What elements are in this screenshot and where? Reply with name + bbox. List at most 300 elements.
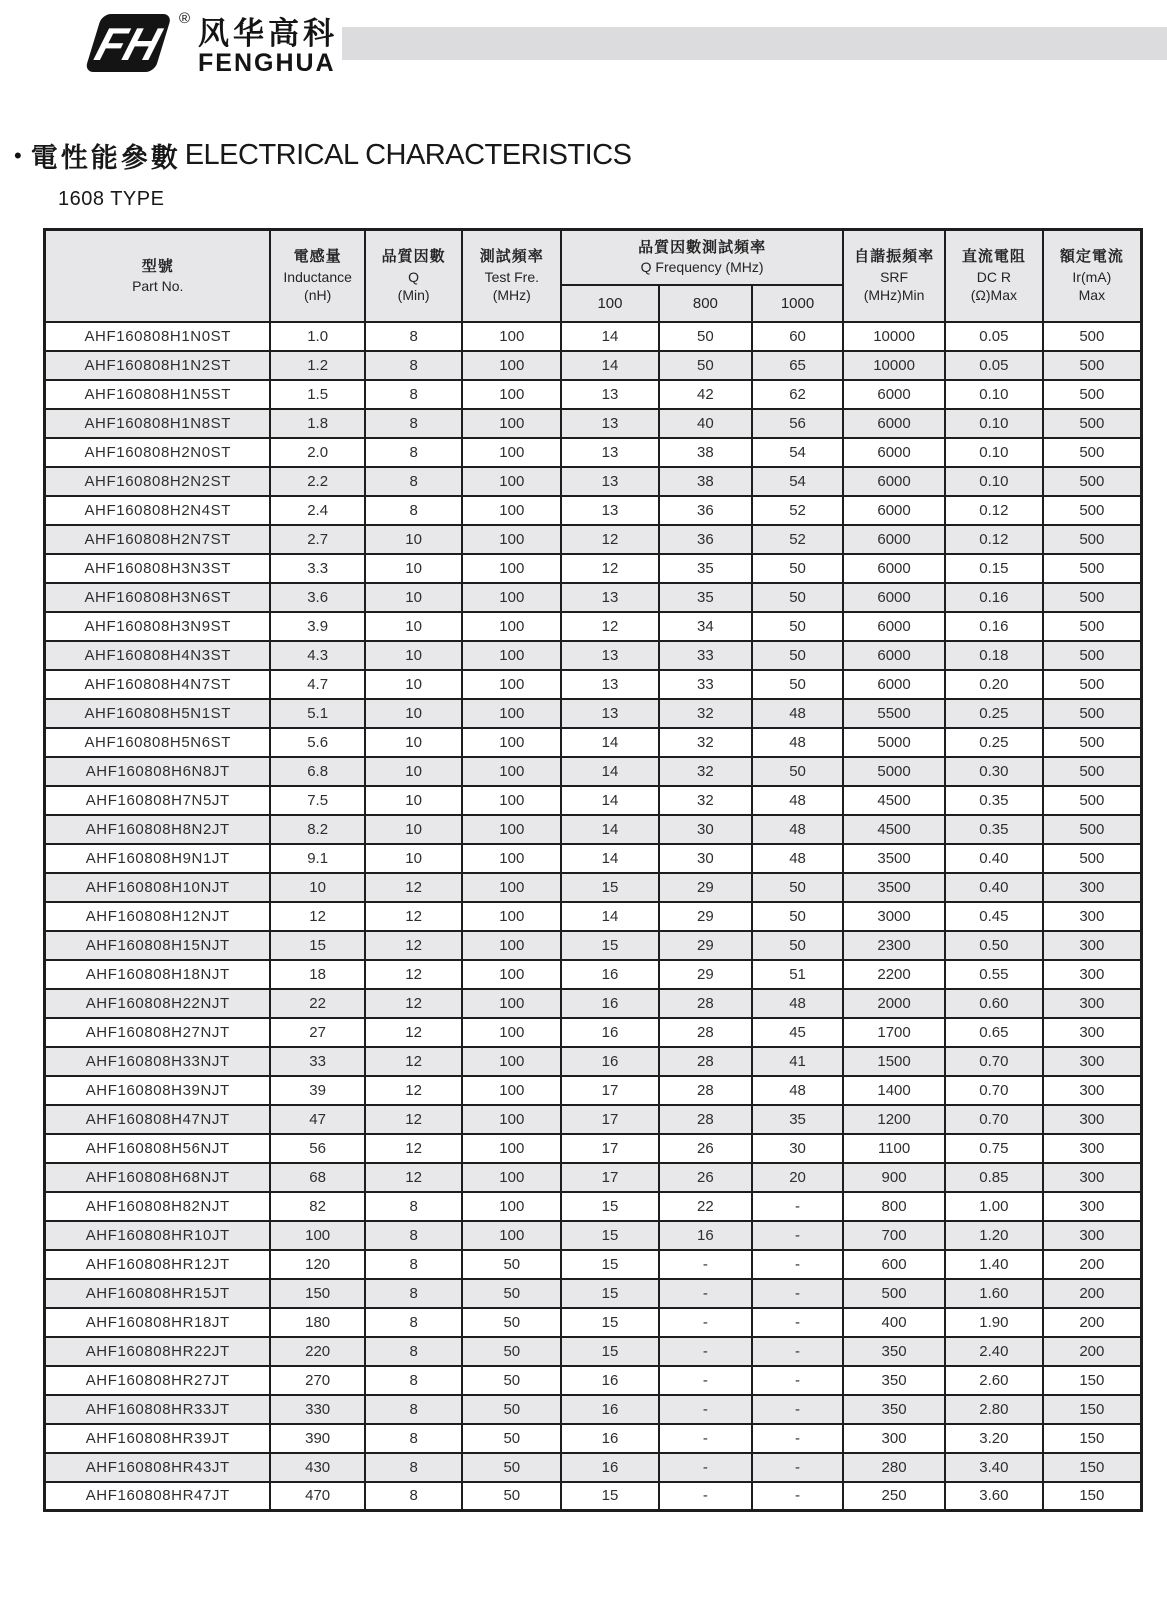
- cell-inductance: 56: [270, 1134, 364, 1163]
- cell-q-100: 15: [561, 873, 659, 902]
- cell-part-no: AHF160808H82NJT: [45, 1192, 271, 1221]
- cell-q-1000: 56: [752, 409, 843, 438]
- cell-dcr-max: 1.00: [945, 1192, 1043, 1221]
- cell-srf-min: 3000: [843, 902, 945, 931]
- cell-q-min: 8: [365, 1221, 463, 1250]
- cell-ir-max: 500: [1043, 844, 1142, 873]
- cell-q-800: -: [659, 1395, 752, 1424]
- cell-part-no: AHF160808H27NJT: [45, 1018, 271, 1047]
- cell-q-min: 10: [365, 554, 463, 583]
- table-row: [45, 699, 1142, 728]
- cell-inductance: 390: [270, 1424, 364, 1453]
- col-header-q-frequency-group: [561, 230, 843, 285]
- cell-inductance: 2.7: [270, 525, 364, 554]
- cell-q-100: 13: [561, 467, 659, 496]
- cell-test-fre: 50: [462, 1366, 561, 1395]
- cell-q-1000: 51: [752, 960, 843, 989]
- cell-test-fre: 100: [462, 496, 561, 525]
- cell-ir-max: 300: [1043, 873, 1142, 902]
- cell-inductance: 22: [270, 989, 364, 1018]
- cell-q-100: 16: [561, 1395, 659, 1424]
- type-subtitle: 1608 TYPE: [58, 188, 165, 210]
- cell-test-fre: 50: [462, 1424, 561, 1453]
- cell-inductance: 180: [270, 1308, 364, 1337]
- cell-q-min: 10: [365, 583, 463, 612]
- cell-inductance: 120: [270, 1250, 364, 1279]
- cell-q-800: 32: [659, 757, 752, 786]
- table-row: [45, 496, 1142, 525]
- cell-srf-min: 300: [843, 1424, 945, 1453]
- cell-test-fre: 100: [462, 1047, 561, 1076]
- cell-inductance: 2.0: [270, 438, 364, 467]
- cell-q-1000: 50: [752, 583, 843, 612]
- col-header-inductance-en: Inductance: [283, 268, 352, 285]
- cell-srf-min: 2200: [843, 960, 945, 989]
- cell-q-800: 32: [659, 728, 752, 757]
- cell-q-100: 15: [561, 1482, 659, 1511]
- col-header-srf-en: SRF: [880, 268, 909, 285]
- cell-q-min: 8: [365, 1395, 463, 1424]
- cell-q-100: 16: [561, 1366, 659, 1395]
- cell-q-100: 13: [561, 438, 659, 467]
- cell-q-min: 8: [365, 1337, 463, 1366]
- cell-test-fre: 100: [462, 467, 561, 496]
- table-row: [45, 438, 1142, 467]
- cell-inductance: 4.3: [270, 641, 364, 670]
- logo-text: [198, 8, 338, 76]
- cell-dcr-max: 0.55: [945, 960, 1043, 989]
- cell-ir-max: 300: [1043, 931, 1142, 960]
- cell-srf-min: 400: [843, 1308, 945, 1337]
- cell-srf-min: 1700: [843, 1018, 945, 1047]
- cell-ir-max: 150: [1043, 1453, 1142, 1482]
- cell-q-min: 12: [365, 1076, 463, 1105]
- cell-srf-min: 6000: [843, 583, 945, 612]
- cell-q-800: -: [659, 1337, 752, 1366]
- cell-q-100: 15: [561, 1337, 659, 1366]
- cell-dcr-max: 3.20: [945, 1424, 1043, 1453]
- cell-srf-min: 3500: [843, 844, 945, 873]
- cell-part-no: AHF160808H1N5ST: [45, 380, 271, 409]
- cell-q-100: 14: [561, 815, 659, 844]
- cell-q-min: 10: [365, 670, 463, 699]
- cell-q-800: -: [659, 1366, 752, 1395]
- cell-q-100: 16: [561, 1047, 659, 1076]
- cell-ir-max: 500: [1043, 554, 1142, 583]
- cell-ir-max: 300: [1043, 1192, 1142, 1221]
- cell-part-no: AHF160808H33NJT: [45, 1047, 271, 1076]
- cell-ir-max: 300: [1043, 1047, 1142, 1076]
- col-header-inductance-unit: (nH): [304, 286, 332, 303]
- cell-dcr-max: 2.80: [945, 1395, 1043, 1424]
- cell-q-800: 42: [659, 380, 752, 409]
- cell-test-fre: 100: [462, 525, 561, 554]
- col-header-srf-zh: 自諧振頻率: [854, 248, 935, 266]
- cell-srf-min: 250: [843, 1482, 945, 1511]
- cell-test-fre: 100: [462, 1134, 561, 1163]
- table-row: [45, 1047, 1142, 1076]
- cell-q-1000: -: [752, 1308, 843, 1337]
- col-header-q-freq-800: 800: [659, 285, 752, 322]
- cell-dcr-max: 1.20: [945, 1221, 1043, 1250]
- cell-part-no: AHF160808H56NJT: [45, 1134, 271, 1163]
- cell-ir-max: 200: [1043, 1279, 1142, 1308]
- cell-part-no: AHF160808H9N1JT: [45, 844, 271, 873]
- section-title: [14, 136, 631, 175]
- cell-dcr-max: 0.16: [945, 583, 1043, 612]
- cell-part-no: AHF160808H39NJT: [45, 1076, 271, 1105]
- cell-test-fre: 100: [462, 351, 561, 380]
- cell-q-1000: 50: [752, 902, 843, 931]
- col-header-test-fre-en: Test Fre.: [484, 268, 540, 285]
- cell-q-min: 12: [365, 1047, 463, 1076]
- cell-srf-min: 4500: [843, 815, 945, 844]
- col-header-dcr-zh: 直流電阻: [961, 248, 1026, 266]
- col-header-ir-zh: 額定電流: [1059, 248, 1124, 266]
- cell-q-800: 32: [659, 786, 752, 815]
- cell-inductance: 18: [270, 960, 364, 989]
- table-body: [45, 322, 1142, 1511]
- cell-q-800: 29: [659, 931, 752, 960]
- cell-q-min: 10: [365, 728, 463, 757]
- cell-dcr-max: 0.85: [945, 1163, 1043, 1192]
- cell-q-1000: -: [752, 1250, 843, 1279]
- table-row: [45, 1221, 1142, 1250]
- cell-part-no: AHF160808H3N9ST: [45, 612, 271, 641]
- cell-test-fre: 100: [462, 873, 561, 902]
- cell-part-no: AHF160808HR43JT: [45, 1453, 271, 1482]
- cell-q-800: 38: [659, 438, 752, 467]
- cell-test-fre: 100: [462, 1163, 561, 1192]
- cell-inductance: 2.2: [270, 467, 364, 496]
- cell-test-fre: 100: [462, 1105, 561, 1134]
- table-row: [45, 1192, 1142, 1221]
- cell-q-100: 13: [561, 641, 659, 670]
- col-header-q: [365, 230, 463, 322]
- cell-ir-max: 500: [1043, 757, 1142, 786]
- cell-inductance: 9.1: [270, 844, 364, 873]
- table-row: [45, 409, 1142, 438]
- cell-q-100: 17: [561, 1076, 659, 1105]
- cell-q-100: 16: [561, 1453, 659, 1482]
- cell-q-800: 26: [659, 1163, 752, 1192]
- table-row: [45, 873, 1142, 902]
- table-row: [45, 1395, 1142, 1424]
- cell-srf-min: 6000: [843, 438, 945, 467]
- cell-dcr-max: 0.50: [945, 931, 1043, 960]
- cell-q-800: 29: [659, 960, 752, 989]
- cell-dcr-max: 0.60: [945, 989, 1043, 1018]
- cell-part-no: AHF160808H4N7ST: [45, 670, 271, 699]
- cell-q-800: 50: [659, 351, 752, 380]
- cell-srf-min: 350: [843, 1337, 945, 1366]
- cell-dcr-max: 0.25: [945, 728, 1043, 757]
- cell-q-800: 40: [659, 409, 752, 438]
- cell-q-800: 34: [659, 612, 752, 641]
- table-row: [45, 351, 1142, 380]
- cell-q-100: 13: [561, 670, 659, 699]
- cell-q-100: 14: [561, 757, 659, 786]
- cell-srf-min: 6000: [843, 554, 945, 583]
- table-row: [45, 1424, 1142, 1453]
- cell-inductance: 12: [270, 902, 364, 931]
- cell-q-1000: 30: [752, 1134, 843, 1163]
- section-title-chinese: 電性能參數: [30, 143, 181, 173]
- cell-q-100: 14: [561, 351, 659, 380]
- cell-test-fre: 50: [462, 1453, 561, 1482]
- cell-q-100: 13: [561, 496, 659, 525]
- cell-srf-min: 280: [843, 1453, 945, 1482]
- cell-dcr-max: 0.30: [945, 757, 1043, 786]
- cell-q-100: 14: [561, 844, 659, 873]
- cell-inductance: 33: [270, 1047, 364, 1076]
- table-row: [45, 1337, 1142, 1366]
- cell-inductance: 3.3: [270, 554, 364, 583]
- cell-srf-min: 350: [843, 1395, 945, 1424]
- cell-q-1000: 50: [752, 757, 843, 786]
- cell-srf-min: 6000: [843, 496, 945, 525]
- header-accent-bar: [342, 27, 1167, 60]
- cell-dcr-max: 0.65: [945, 1018, 1043, 1047]
- cell-dcr-max: 1.40: [945, 1250, 1043, 1279]
- cell-q-min: 8: [365, 467, 463, 496]
- cell-part-no: AHF160808H7N5JT: [45, 786, 271, 815]
- cell-ir-max: 500: [1043, 496, 1142, 525]
- cell-ir-max: 300: [1043, 960, 1142, 989]
- cell-q-100: 13: [561, 699, 659, 728]
- cell-inductance: 1.5: [270, 380, 364, 409]
- col-header-q-freq-100: 100: [561, 285, 659, 322]
- cell-q-1000: 54: [752, 438, 843, 467]
- cell-inductance: 220: [270, 1337, 364, 1366]
- table-row: [45, 670, 1142, 699]
- cell-srf-min: 3500: [843, 873, 945, 902]
- cell-srf-min: 6000: [843, 670, 945, 699]
- cell-inductance: 1.2: [270, 351, 364, 380]
- cell-part-no: AHF160808H68NJT: [45, 1163, 271, 1192]
- cell-ir-max: 200: [1043, 1308, 1142, 1337]
- cell-dcr-max: 0.45: [945, 902, 1043, 931]
- cell-q-100: 16: [561, 989, 659, 1018]
- col-header-test-fre-unit: (MHz): [492, 286, 531, 303]
- cell-q-1000: 54: [752, 467, 843, 496]
- cell-q-100: 17: [561, 1105, 659, 1134]
- cell-test-fre: 100: [462, 989, 561, 1018]
- cell-srf-min: 6000: [843, 525, 945, 554]
- cell-q-800: -: [659, 1279, 752, 1308]
- cell-ir-max: 500: [1043, 786, 1142, 815]
- cell-dcr-max: 0.05: [945, 351, 1043, 380]
- col-header-ir-unit: Max: [1078, 286, 1106, 303]
- cell-q-100: 13: [561, 583, 659, 612]
- cell-q-100: 13: [561, 409, 659, 438]
- cell-q-min: 10: [365, 612, 463, 641]
- table-row: [45, 815, 1142, 844]
- col-header-part-no-en: Part No.: [132, 277, 184, 294]
- cell-ir-max: 500: [1043, 728, 1142, 757]
- fenghua-logo: [70, 8, 338, 78]
- cell-inductance: 270: [270, 1366, 364, 1395]
- cell-q-1000: -: [752, 1221, 843, 1250]
- logo-english-name: FENGHUA: [198, 49, 336, 77]
- table-row: [45, 554, 1142, 583]
- cell-test-fre: 50: [462, 1482, 561, 1511]
- cell-q-min: 8: [365, 351, 463, 380]
- cell-q-min: 12: [365, 1163, 463, 1192]
- cell-ir-max: 500: [1043, 815, 1142, 844]
- cell-inductance: 3.6: [270, 583, 364, 612]
- cell-srf-min: 1400: [843, 1076, 945, 1105]
- cell-part-no: AHF160808HR10JT: [45, 1221, 271, 1250]
- table-row: [45, 1453, 1142, 1482]
- cell-ir-max: 200: [1043, 1250, 1142, 1279]
- logo-chinese-name: 风华高科: [198, 16, 338, 51]
- cell-q-min: 10: [365, 844, 463, 873]
- cell-part-no: AHF160808H5N1ST: [45, 699, 271, 728]
- cell-q-100: 16: [561, 1018, 659, 1047]
- electrical-characteristics-table: [43, 228, 1143, 1512]
- cell-srf-min: 600: [843, 1250, 945, 1279]
- cell-q-1000: -: [752, 1337, 843, 1366]
- cell-srf-min: 800: [843, 1192, 945, 1221]
- cell-q-1000: 52: [752, 525, 843, 554]
- cell-part-no: AHF160808HR47JT: [45, 1482, 271, 1511]
- table-row: [45, 322, 1142, 351]
- cell-q-100: 14: [561, 786, 659, 815]
- cell-inductance: 8.2: [270, 815, 364, 844]
- table-row: [45, 467, 1142, 496]
- cell-srf-min: 2000: [843, 989, 945, 1018]
- cell-q-800: -: [659, 1453, 752, 1482]
- cell-ir-max: 300: [1043, 1163, 1142, 1192]
- cell-q-min: 8: [365, 1250, 463, 1279]
- col-header-part-no-zh: 型號: [141, 257, 174, 275]
- table-row: [45, 1366, 1142, 1395]
- cell-part-no: AHF160808H4N3ST: [45, 641, 271, 670]
- cell-ir-max: 300: [1043, 1018, 1142, 1047]
- cell-part-no: AHF160808H10NJT: [45, 873, 271, 902]
- cell-q-1000: 20: [752, 1163, 843, 1192]
- cell-dcr-max: 0.35: [945, 786, 1043, 815]
- col-header-q-freq-1000: 1000: [752, 285, 843, 322]
- cell-q-min: 10: [365, 641, 463, 670]
- cell-dcr-max: 0.05: [945, 322, 1043, 351]
- cell-q-1000: 48: [752, 786, 843, 815]
- cell-test-fre: 50: [462, 1308, 561, 1337]
- col-header-test-fre: [462, 230, 561, 322]
- cell-dcr-max: 2.40: [945, 1337, 1043, 1366]
- cell-q-min: 12: [365, 1018, 463, 1047]
- cell-srf-min: 2300: [843, 931, 945, 960]
- table-row: [45, 641, 1142, 670]
- table-row: [45, 1163, 1142, 1192]
- cell-dcr-max: 0.70: [945, 1076, 1043, 1105]
- cell-q-min: 8: [365, 1453, 463, 1482]
- cell-q-1000: 52: [752, 496, 843, 525]
- cell-test-fre: 50: [462, 1395, 561, 1424]
- cell-ir-max: 500: [1043, 525, 1142, 554]
- cell-ir-max: 300: [1043, 1105, 1142, 1134]
- cell-srf-min: 10000: [843, 322, 945, 351]
- cell-q-800: 35: [659, 554, 752, 583]
- cell-part-no: AHF160808H2N0ST: [45, 438, 271, 467]
- cell-q-100: 14: [561, 728, 659, 757]
- cell-q-100: 15: [561, 1192, 659, 1221]
- cell-part-no: AHF160808H8N2JT: [45, 815, 271, 844]
- cell-part-no: AHF160808H2N7ST: [45, 525, 271, 554]
- cell-ir-max: 200: [1043, 1337, 1142, 1366]
- table-row: [45, 931, 1142, 960]
- cell-inductance: 100: [270, 1221, 364, 1250]
- table-row: [45, 902, 1142, 931]
- cell-q-100: 16: [561, 960, 659, 989]
- cell-inductance: 4.7: [270, 670, 364, 699]
- cell-q-1000: 48: [752, 844, 843, 873]
- cell-test-fre: 100: [462, 612, 561, 641]
- cell-part-no: AHF160808HR27JT: [45, 1366, 271, 1395]
- cell-dcr-max: 3.60: [945, 1482, 1043, 1511]
- cell-srf-min: 6000: [843, 467, 945, 496]
- cell-ir-max: 300: [1043, 1076, 1142, 1105]
- cell-q-min: 12: [365, 1134, 463, 1163]
- cell-q-1000: 48: [752, 1076, 843, 1105]
- cell-q-800: 28: [659, 1105, 752, 1134]
- cell-dcr-max: 0.70: [945, 1105, 1043, 1134]
- cell-q-800: 22: [659, 1192, 752, 1221]
- cell-q-min: 8: [365, 438, 463, 467]
- cell-q-100: 15: [561, 1250, 659, 1279]
- cell-test-fre: 100: [462, 641, 561, 670]
- cell-q-min: 10: [365, 815, 463, 844]
- cell-ir-max: 500: [1043, 351, 1142, 380]
- cell-q-800: 29: [659, 902, 752, 931]
- cell-test-fre: 100: [462, 699, 561, 728]
- col-header-q-en: Q: [408, 268, 420, 285]
- col-header-q-unit: (Min): [397, 286, 430, 303]
- cell-q-100: 15: [561, 931, 659, 960]
- cell-test-fre: 100: [462, 1192, 561, 1221]
- cell-srf-min: 700: [843, 1221, 945, 1250]
- col-header-q-zh: 品質因數: [381, 248, 446, 266]
- cell-q-100: 15: [561, 1279, 659, 1308]
- col-header-test-fre-zh: 測試頻率: [479, 248, 544, 266]
- cell-q-800: 32: [659, 699, 752, 728]
- table-row: [45, 1105, 1142, 1134]
- cell-q-min: 8: [365, 322, 463, 351]
- cell-q-min: 12: [365, 931, 463, 960]
- cell-q-min: 10: [365, 757, 463, 786]
- cell-srf-min: 350: [843, 1366, 945, 1395]
- col-header-inductance-zh: 電感量: [293, 248, 342, 266]
- cell-srf-min: 500: [843, 1279, 945, 1308]
- cell-q-1000: 50: [752, 931, 843, 960]
- fenghua-logo-mark: [70, 8, 188, 78]
- cell-test-fre: 100: [462, 380, 561, 409]
- cell-srf-min: 6000: [843, 641, 945, 670]
- cell-dcr-max: 0.10: [945, 438, 1043, 467]
- cell-q-1000: 48: [752, 728, 843, 757]
- col-header-ir: [1043, 230, 1142, 322]
- cell-q-1000: 50: [752, 641, 843, 670]
- cell-dcr-max: 0.10: [945, 467, 1043, 496]
- cell-q-1000: 45: [752, 1018, 843, 1047]
- cell-q-1000: -: [752, 1192, 843, 1221]
- col-header-srf: [843, 230, 945, 322]
- cell-q-800: 29: [659, 873, 752, 902]
- cell-part-no: AHF160808H3N6ST: [45, 583, 271, 612]
- cell-srf-min: 6000: [843, 380, 945, 409]
- cell-q-100: 12: [561, 612, 659, 641]
